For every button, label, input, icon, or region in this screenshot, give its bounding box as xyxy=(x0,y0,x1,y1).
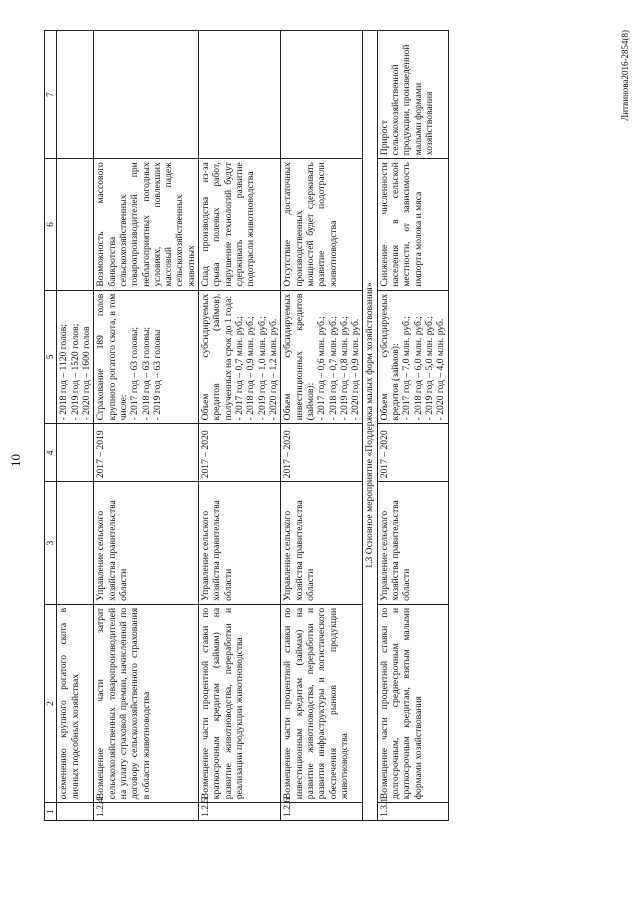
consequence-cell: Спад производства из-за срыва полевых работ, нарушение технологий будут сдерживать развитие подотрасли животноводства xyxy=(199,159,281,290)
column-number: 6 xyxy=(45,159,57,290)
table-row xyxy=(281,31,363,821)
indicator-cell: Страхование 189 голов крупного рогатого скота, в том числе: - 2017 год – 63 головы; - 2018 год – 63 головы; - 2019 год – 63 головы xyxy=(94,290,199,424)
row-number: 1.2.6 xyxy=(281,803,363,821)
column-number: 3 xyxy=(45,482,57,605)
table-row xyxy=(94,31,199,821)
row-number: 1.2.4 xyxy=(94,803,199,821)
consequence-cell: Возможность массового банкротства сельскохозяйственных товаропроизводителей при неблагоприятных погодных условиях, повлекших массовый падеж сельскохозяйственных животных xyxy=(94,159,199,290)
link-cell xyxy=(199,31,281,159)
table-row xyxy=(377,31,448,821)
indicator-cell: Объем субсидируемых инвестиционных кредитов (займов): - 2017 год – 0,6 млн. руб.; - 2018 год – 0,7 млн. руб.; - 2019 год – 0,8 млн. руб.; - 2020 год – 0,9 млн. руб. xyxy=(281,290,363,424)
column-number: 7 xyxy=(45,31,57,159)
period-cell: 2017 – 2020 xyxy=(377,424,448,482)
indicator-cell: - 2018 год – 1120 голов; - 2019 год – 1520 голов; - 2020 год – 1600 голов xyxy=(57,290,94,424)
period-cell: 2017 – 2019 xyxy=(94,424,199,482)
section-header-row xyxy=(363,31,377,821)
consequence-cell: Отсутствие достаточных производственных мощностей будет сдерживать развитие подотрасли животноводства xyxy=(281,159,363,290)
executor-cell: Управление сельского хозяйства правительства области xyxy=(377,482,448,605)
indicator-cell: Объем субсидируемых кредитов (займов): - 2017 год – 7,0 млн. руб.; - 2018 год – 6,0 млн. руб.; - 2019 год – 5,0 млн. руб.; - 2020 год – 4,0 млн. руб. xyxy=(377,290,448,424)
table-row xyxy=(57,31,94,821)
consequence-cell: Снижение численности населения в сельской местности, от зависимость импорта молока и мяса xyxy=(377,159,448,290)
measure-cell: Возмещение части процентной ставки по краткосрочным кредитам (займам) на развитие животноводства, переработки и реализации продукции животноводства xyxy=(199,604,281,802)
period-cell: 2017 – 2020 xyxy=(199,424,281,482)
link-cell xyxy=(94,31,199,159)
measure-cell: Возмещение части процентной ставки по инвестиционным кредитам (займам) на развитие животноводства, переработки и развития инфраструктуры и логистического обеспечения рынков продукции животноводства xyxy=(281,604,363,802)
column-number-row xyxy=(45,31,57,821)
measure-cell: Возмещение части затрат сельскохозяйственных товаропроизводителей на уплату страховой премии, начисленной по договору сельскохозяйственного страхования в области животноводства xyxy=(94,604,199,802)
link-cell xyxy=(57,31,94,159)
row-number xyxy=(57,803,94,821)
column-number: 5 xyxy=(45,290,57,424)
consequence-cell xyxy=(57,159,94,290)
executor-cell: Управление сельского хозяйства правительства области xyxy=(199,482,281,605)
link-cell xyxy=(281,31,363,159)
section-title: 1.3 Основное мероприятие «Поддержка малых форм хозяйствования» xyxy=(363,31,377,821)
period-cell xyxy=(57,424,94,482)
measure-cell: осеменению крупного рогатого скота в личных подсобных хозяйствах xyxy=(57,604,94,802)
executor-cell: Управление сельского хозяйства правительства области xyxy=(281,482,363,605)
column-number: 4 xyxy=(45,424,57,482)
measures-table xyxy=(44,30,449,821)
column-number: 2 xyxy=(45,604,57,802)
executor-cell xyxy=(57,482,94,605)
footer-reference: Литвинова2016-2854(8) xyxy=(620,30,630,121)
link-cell: Прирост сельскохозяйственной продукции, произведенной малыми формами хозяйствования xyxy=(377,31,448,159)
column-number: 1 xyxy=(45,803,57,821)
row-number: 1.2.5 xyxy=(199,803,281,821)
indicator-cell: Объем субсидируемых кредитов (займов), полученных на срок до 1 года: - 2017 год – 0,7 млн. руб.; - 2018 год – 0,9 млн. руб.; - 2019 год – 1,0 млн. руб.; - 2020 год – 1,2 млн. руб. xyxy=(199,290,281,424)
period-cell: 2017 – 2020 xyxy=(281,424,363,482)
table-row xyxy=(199,31,281,821)
measure-cell: Возмещение части процентной ставки по долгосрочным, среднесрочным и краткосрочным кредитам, взятым малыми формами хозяйствования xyxy=(377,604,448,802)
row-number: 1.3.1 xyxy=(377,803,448,821)
page-number: 10 xyxy=(8,454,23,467)
executor-cell: Управление сельского хозяйства правительства области xyxy=(94,482,199,605)
